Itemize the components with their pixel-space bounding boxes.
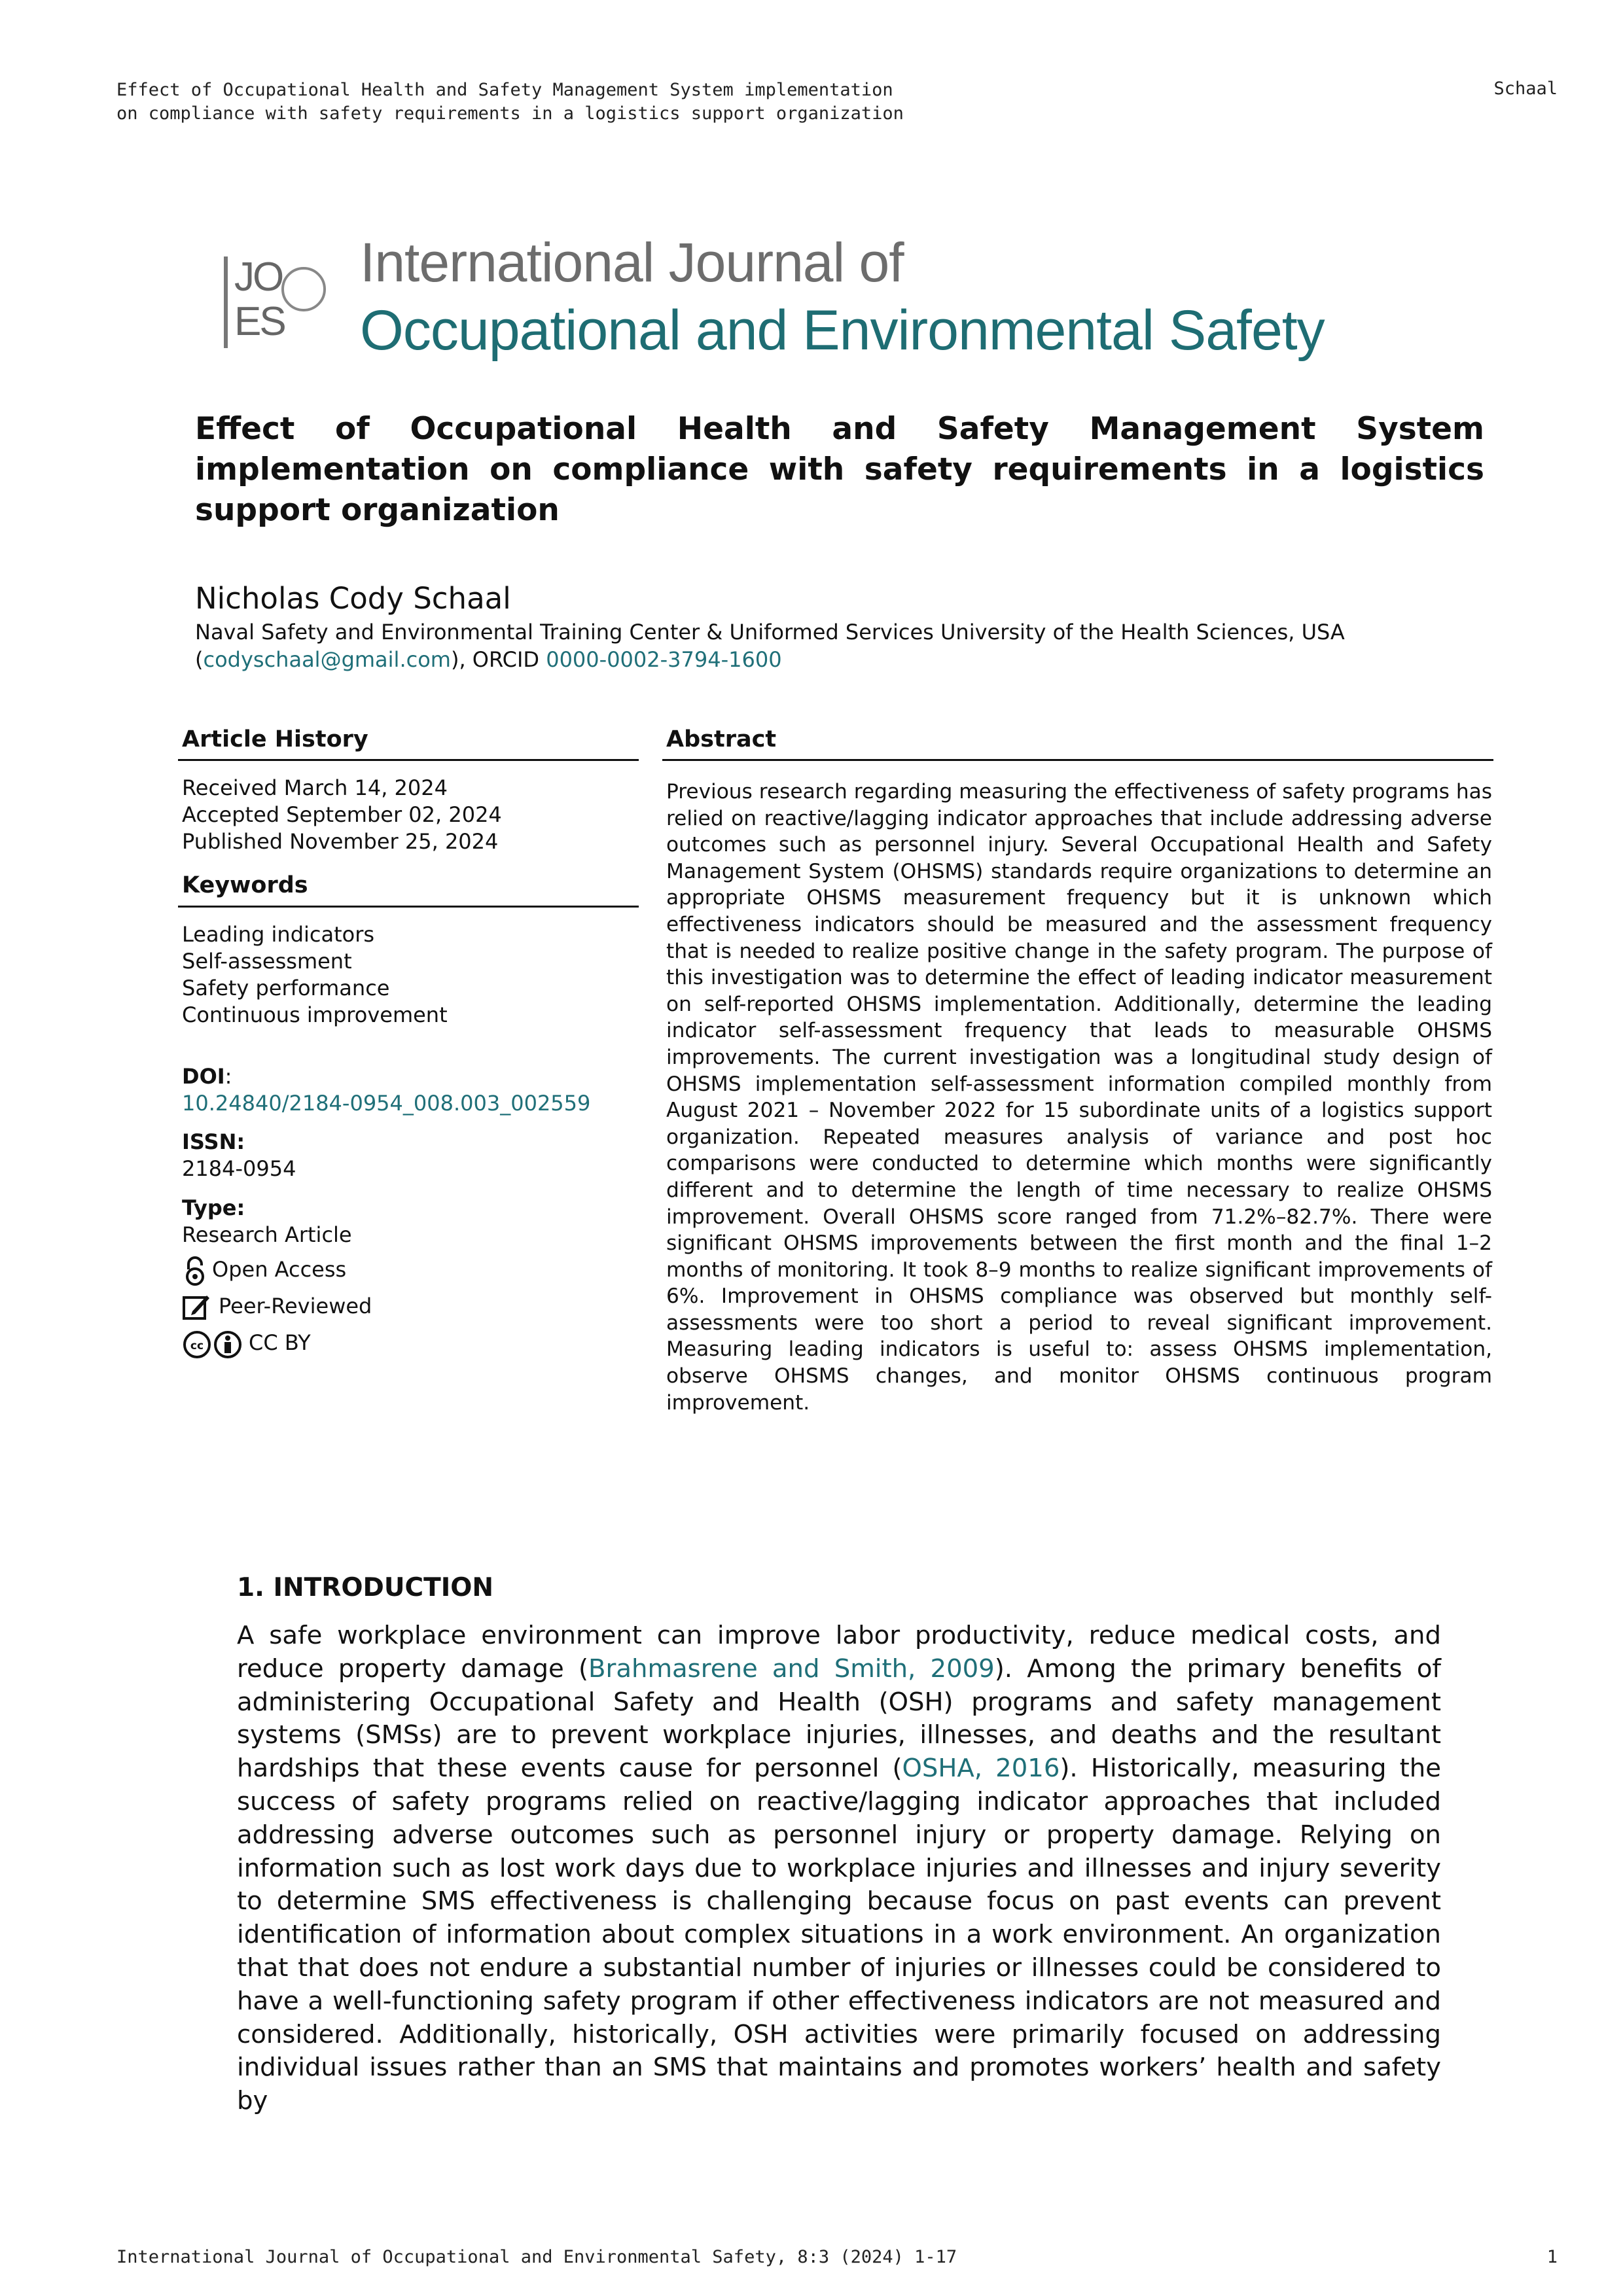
accepted-date: Accepted September 02, 2024 bbox=[182, 802, 502, 827]
issn-block bbox=[182, 1129, 296, 1182]
intro-text-part: ). Among the primary benefits of administering Occupational Safety and Health (OSH) programs and safety management systems (SMSs) are to prevent workplace injuries, illnesses, and deaths and the resultant hardships that these events cause for personnel ( bbox=[237, 1653, 1442, 1784]
keyword-item: Safety performance bbox=[182, 976, 390, 1000]
intro-text-part: ). Historically, measuring the success of safety programs relied on reactive/lagging indicator approaches that included addressing adverse outcomes such as personnel injury or property damage. Relying on information such as lost work days due to workplace injuries and illnesses and injury severity to determine SMS effectiveness is challenging because focus on past events can prevent identification of information about complex situations in a work environment. An organization that that does not endure a substantial number of injuries or illnesses could be considered to have a well-functioning safety program if other effectiveness indicators are not measured and considered. Additionally, historically, OSH activities were primarily focused on addressing individual issues rather than an SMS that maintains and promotes workers’ health and safety by bbox=[237, 1754, 1441, 2116]
citation-link[interactable]: OSHA, 2016 bbox=[902, 1754, 1060, 1784]
introduction-heading: 1. INTRODUCTION bbox=[237, 1573, 494, 1602]
running-header bbox=[116, 79, 904, 126]
edit-icon bbox=[182, 1293, 208, 1319]
logo-text-es: ES bbox=[234, 299, 285, 344]
running-header-line1: Effect of Occupational Health and Safety Management System implementation bbox=[116, 80, 893, 100]
article-history-rule bbox=[178, 759, 639, 761]
issn-value: 2184-0954 bbox=[182, 1156, 296, 1181]
running-header-line2: on compliance with safety requirements in a logistics support organization bbox=[116, 103, 904, 124]
keyword-item: Self-assessment bbox=[182, 949, 352, 974]
doi-link[interactable]: 10.24840/2184-0954_008.003_002559 bbox=[182, 1091, 591, 1116]
introduction-text bbox=[237, 1619, 1441, 2118]
abstract-rule bbox=[662, 759, 1493, 761]
keywords-rule bbox=[178, 906, 639, 908]
creative-commons-icon bbox=[182, 1330, 245, 1356]
intro-text-part: A safe workplace environment can improve labor productivity, reduce medical costs, and reduce property damage ( bbox=[237, 1621, 1441, 1684]
author-email-link[interactable]: codyschaal@gmail.com bbox=[203, 647, 451, 672]
received-date: Received March 14, 2024 bbox=[182, 775, 448, 800]
page-number: 1 bbox=[1546, 2247, 1558, 2267]
affiliation-text: Naval Safety and Environmental Training Center & Uniformed Services University of the Health Sciences, USA bbox=[195, 620, 1345, 645]
keywords-heading: Keywords bbox=[182, 872, 308, 898]
svg-text:cc: cc bbox=[190, 1339, 204, 1352]
journal-banner bbox=[196, 208, 1495, 391]
type-value: Research Article bbox=[182, 1222, 352, 1247]
abstract-heading: Abstract bbox=[666, 726, 777, 752]
journal-name-line2: Occupational and Environmental Safety bbox=[360, 299, 1325, 362]
article-history-heading: Article History bbox=[182, 726, 368, 752]
open-lock-icon bbox=[182, 1256, 208, 1282]
doi-label: DOI bbox=[182, 1064, 225, 1089]
peer-reviewed-badge[interactable] bbox=[182, 1293, 372, 1319]
published-date: Published November 25, 2024 bbox=[182, 829, 499, 854]
keyword-item: Continuous improvement bbox=[182, 1002, 448, 1027]
issn-label: ISSN: bbox=[182, 1129, 245, 1154]
journal-logo bbox=[209, 247, 327, 359]
keywords-list bbox=[182, 921, 448, 1029]
orcid-link[interactable]: 0000-0002-3794-1600 bbox=[546, 647, 782, 672]
open-access-label: Open Access bbox=[212, 1257, 347, 1282]
type-label: Type: bbox=[182, 1195, 245, 1220]
journal-name-line1: International Journal of bbox=[360, 232, 904, 293]
article-history bbox=[182, 775, 502, 855]
license-label: CC BY bbox=[249, 1330, 311, 1355]
citation-link[interactable]: Brahmasrene and Smith, 2009 bbox=[588, 1653, 995, 1684]
author-affiliation: Naval Safety and Environmental Training Center & Uniformed Services University of the Health Sciences, USA (codyschaal@gmail.com), ORCID 0000-0002-3794-1600 bbox=[195, 620, 1345, 672]
logo-text-jo: JO bbox=[234, 255, 283, 300]
peer-reviewed-label: Peer-Reviewed bbox=[219, 1294, 372, 1318]
open-access-badge[interactable] bbox=[182, 1256, 346, 1282]
license-badge[interactable] bbox=[182, 1330, 311, 1356]
footer-citation: International Journal of Occupational and Environmental Safety, 8:3 (2024) 1-17 bbox=[116, 2247, 957, 2267]
author-name: Nicholas Cody Schaal bbox=[195, 581, 511, 616]
keyword-item: Leading indicators bbox=[182, 922, 375, 947]
type-block bbox=[182, 1195, 352, 1248]
orcid-label: ORCID bbox=[472, 647, 540, 672]
doi-block: DOI: 10.24840/2184-0954_008.003_002559 bbox=[182, 1064, 591, 1116]
abstract-text: Previous research regarding measuring the effectiveness of safety programs has relied on reactive/lagging indicator approaches that include addressing adverse outcomes such as personnel injury. Several Occupational Health and Safety Management System (OHSMS) standards require organizations to determine an appropriate OHSMS measurement frequency but it is unknown which effectiveness indicators should be measured and the assessment frequency that is needed to realize positive change in the safety program. The purpose of this investigation was to determine the effect of leading indicator measurement on self-reported OHSMS implementation. Additionally, determine the leading indicator self-assessment frequency that leads to measurable OHSMS improvements. The current investigation was a longitudinal study design of OHSMS implementation self-assessment information compiled monthly from August 2021 – November 2022 for 15 subordinate units of a logistics support organization. Repeated measures analysis of variance and post hoc comparisons were conducted to determine which months were significantly different and to determine the length of time necessary to realize OHSMS improvement. Overall OHSMS score ranged from 71.2%–82.7%. There were significant OHSMS improvements between the first month and the final 1–2 months of monitoring. It took 8–9 months to realize significant improvements of 6%. Improvement in OHSMS compliance was observed but monthly self-assessments were too short a period to reveal significant improvement. Measuring leading indicators is useful to: assess OHSMS implementation, observe OHSMS changes, and monitor OHSMS continuous program improvement. bbox=[666, 780, 1492, 1415]
paper-title: Effect of Occupational Health and Safety Management System implementation on compliance with safety requirements in a logistics support organization bbox=[195, 411, 1484, 528]
running-header-author: Schaal bbox=[1493, 79, 1558, 99]
